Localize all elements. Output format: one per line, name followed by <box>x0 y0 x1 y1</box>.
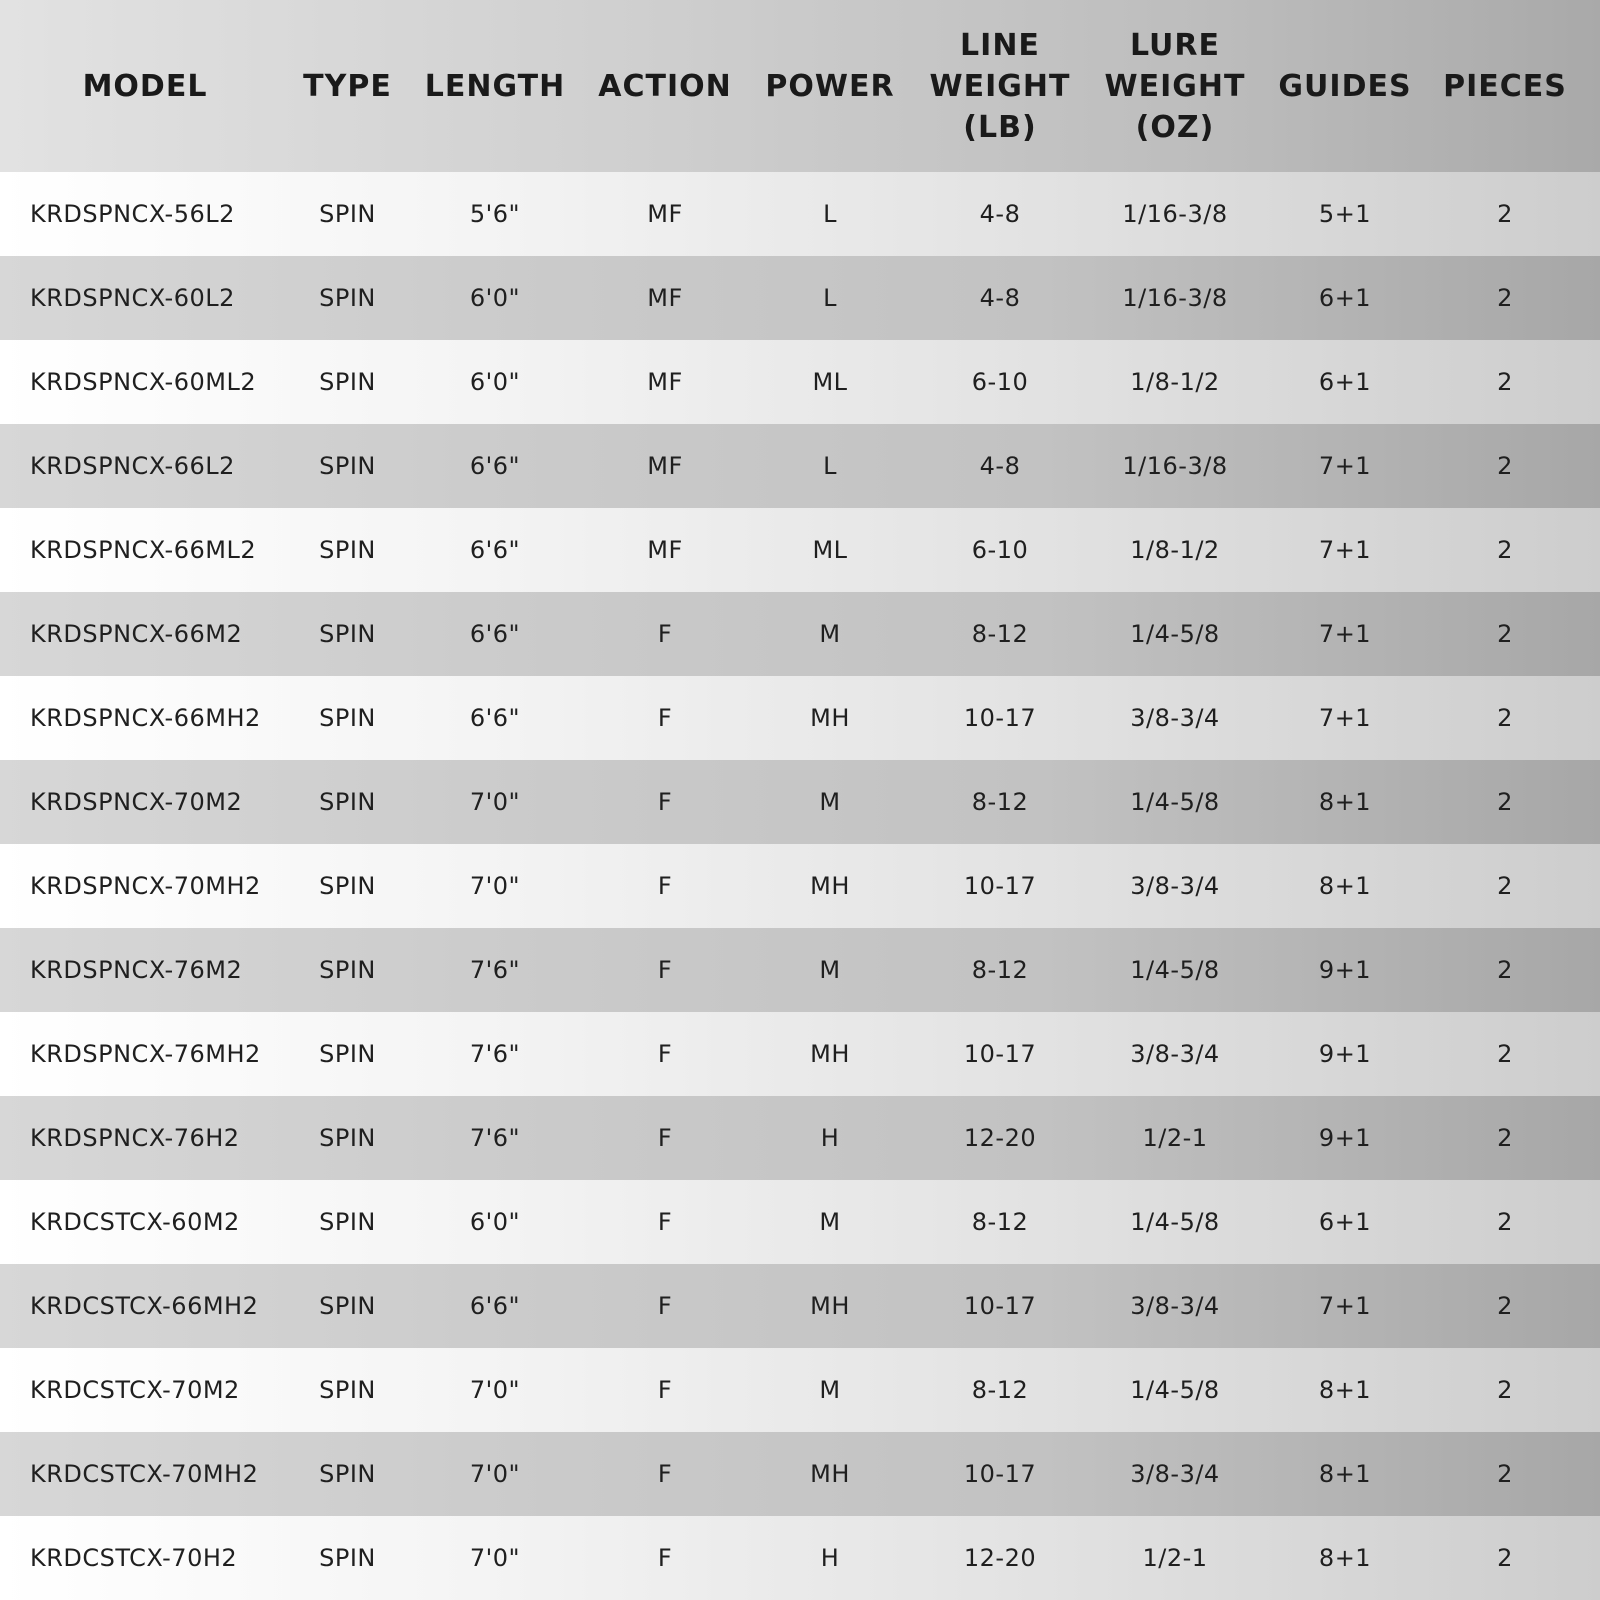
table-row <box>0 1180 1600 1264</box>
cell-line-weight: 10-17 <box>963 1460 1037 1488</box>
cell-guides: 6+1 <box>1318 368 1372 396</box>
cell-power: M <box>819 956 841 984</box>
cell-line-weight: 4-8 <box>979 284 1021 312</box>
cell-lure-weight: 1/4-5/8 <box>1130 1208 1220 1236</box>
cell-lure-weight: 3/8-3/4 <box>1130 872 1220 900</box>
cell-line-weight: 8-12 <box>971 1208 1029 1236</box>
table-row <box>0 424 1600 508</box>
cell-pieces: 2 <box>1497 1292 1513 1320</box>
cell-model: KRDSPNCX-76MH2 <box>30 1040 261 1068</box>
cell-pieces: 2 <box>1497 1544 1513 1572</box>
cell-type: SPIN <box>319 284 376 312</box>
cell-action: F <box>657 1208 673 1236</box>
cell-model: KRDSPNCX-60L2 <box>30 284 235 312</box>
cell-type: SPIN <box>319 956 376 984</box>
cell-guides: 9+1 <box>1318 1040 1372 1068</box>
cell-lure-weight: 3/8-3/4 <box>1130 1460 1220 1488</box>
header-length: LENGTH <box>424 68 566 104</box>
cell-guides: 8+1 <box>1318 788 1372 816</box>
cell-model: KRDCSTCX-70MH2 <box>30 1460 259 1488</box>
cell-type: SPIN <box>319 1040 376 1068</box>
cell-pieces: 2 <box>1497 620 1513 648</box>
table-row <box>0 1348 1600 1432</box>
cell-type: SPIN <box>319 1124 376 1152</box>
cell-lure-weight: 1/16-3/8 <box>1122 452 1228 480</box>
cell-action: F <box>657 1124 673 1152</box>
cell-power: M <box>819 788 841 816</box>
table-row <box>0 256 1600 340</box>
cell-action: MF <box>647 284 683 312</box>
cell-model: KRDSPNCX-56L2 <box>30 200 235 228</box>
cell-pieces: 2 <box>1497 1040 1513 1068</box>
cell-model: KRDSPNCX-66ML2 <box>30 536 257 564</box>
cell-power: MH <box>810 872 850 900</box>
header-guides: GUIDES <box>1278 68 1412 104</box>
cell-pieces: 2 <box>1497 704 1513 732</box>
cell-guides: 7+1 <box>1318 536 1372 564</box>
cell-model: KRDSPNCX-60ML2 <box>30 368 257 396</box>
table-body <box>0 172 1600 1600</box>
cell-type: SPIN <box>319 1376 376 1404</box>
table-row <box>0 1516 1600 1600</box>
table-row <box>0 928 1600 1012</box>
cell-power: L <box>823 200 837 228</box>
cell-power: MH <box>810 1292 850 1320</box>
header-line-weight: LINE WEIGHT (LB) <box>929 27 1071 145</box>
cell-model: KRDSPNCX-76H2 <box>30 1124 240 1152</box>
cell-power: H <box>820 1544 840 1572</box>
cell-lure-weight: 1/2-1 <box>1142 1544 1208 1572</box>
cell-type: SPIN <box>319 536 376 564</box>
cell-guides: 5+1 <box>1318 200 1372 228</box>
cell-model: KRDSPNCX-70MH2 <box>30 872 261 900</box>
table-row <box>0 844 1600 928</box>
cell-model: KRDCSTCX-70H2 <box>30 1544 238 1572</box>
cell-guides: 7+1 <box>1318 620 1372 648</box>
cell-line-weight: 8-12 <box>971 620 1029 648</box>
cell-action: F <box>657 1460 673 1488</box>
cell-type: SPIN <box>319 1208 376 1236</box>
cell-line-weight: 10-17 <box>963 872 1037 900</box>
cell-type: SPIN <box>319 452 376 480</box>
cell-model: KRDSPNCX-66M2 <box>30 620 243 648</box>
cell-line-weight: 10-17 <box>963 1040 1037 1068</box>
cell-power: ML <box>812 536 848 564</box>
cell-power: MH <box>810 704 850 732</box>
cell-power: L <box>823 452 837 480</box>
table-row <box>0 592 1600 676</box>
cell-length: 7'6" <box>469 1040 521 1068</box>
cell-length: 7'0" <box>469 1544 521 1572</box>
cell-model: KRDSPNCX-76M2 <box>30 956 243 984</box>
cell-line-weight: 8-12 <box>971 788 1029 816</box>
cell-lure-weight: 1/4-5/8 <box>1130 956 1220 984</box>
cell-pieces: 2 <box>1497 956 1513 984</box>
header-action: ACTION <box>598 68 732 104</box>
cell-lure-weight: 3/8-3/4 <box>1130 1292 1220 1320</box>
cell-lure-weight: 3/8-3/4 <box>1130 1040 1220 1068</box>
cell-type: SPIN <box>319 1292 376 1320</box>
table-row <box>0 508 1600 592</box>
cell-lure-weight: 1/4-5/8 <box>1130 1376 1220 1404</box>
cell-guides: 7+1 <box>1318 1292 1372 1320</box>
cell-lure-weight: 1/2-1 <box>1142 1124 1208 1152</box>
cell-lure-weight: 1/4-5/8 <box>1130 620 1220 648</box>
cell-line-weight: 10-17 <box>963 1292 1037 1320</box>
table-row <box>0 1264 1600 1348</box>
cell-line-weight: 12-20 <box>963 1544 1037 1572</box>
header-lure-weight: LURE WEIGHT (OZ) <box>1104 27 1246 145</box>
cell-guides: 6+1 <box>1318 284 1372 312</box>
cell-line-weight: 4-8 <box>979 452 1021 480</box>
cell-guides: 6+1 <box>1318 1208 1372 1236</box>
cell-guides: 8+1 <box>1318 1460 1372 1488</box>
cell-action: MF <box>647 200 683 228</box>
cell-type: SPIN <box>319 704 376 732</box>
cell-length: 7'0" <box>469 1376 521 1404</box>
cell-action: MF <box>647 368 683 396</box>
cell-type: SPIN <box>319 1544 376 1572</box>
cell-length: 6'0" <box>469 368 521 396</box>
cell-guides: 8+1 <box>1318 1376 1372 1404</box>
header-power: POWER <box>765 68 895 104</box>
cell-pieces: 2 <box>1497 284 1513 312</box>
cell-model: KRDSPNCX-66MH2 <box>30 704 261 732</box>
cell-action: F <box>657 1376 673 1404</box>
cell-length: 6'0" <box>469 284 521 312</box>
cell-lure-weight: 1/16-3/8 <box>1122 200 1228 228</box>
cell-lure-weight: 1/4-5/8 <box>1130 788 1220 816</box>
table-row <box>0 172 1600 256</box>
cell-guides: 8+1 <box>1318 1544 1372 1572</box>
cell-length: 7'0" <box>469 788 521 816</box>
table-row <box>0 1096 1600 1180</box>
table-row <box>0 1012 1600 1096</box>
cell-length: 6'6" <box>469 704 521 732</box>
header-pieces: PIECES <box>1443 68 1567 104</box>
cell-length: 5'6" <box>469 200 521 228</box>
cell-action: F <box>657 956 673 984</box>
table-header <box>0 0 1600 172</box>
cell-guides: 9+1 <box>1318 1124 1372 1152</box>
cell-pieces: 2 <box>1497 1376 1513 1404</box>
cell-type: SPIN <box>319 788 376 816</box>
cell-pieces: 2 <box>1497 452 1513 480</box>
cell-guides: 7+1 <box>1318 704 1372 732</box>
cell-power: M <box>819 1376 841 1404</box>
cell-pieces: 2 <box>1497 200 1513 228</box>
cell-model: KRDSPNCX-66L2 <box>30 452 235 480</box>
cell-power: H <box>820 1124 840 1152</box>
cell-line-weight: 10-17 <box>963 704 1037 732</box>
cell-pieces: 2 <box>1497 1460 1513 1488</box>
cell-model: KRDCSTCX-70M2 <box>30 1376 240 1404</box>
table-row <box>0 340 1600 424</box>
cell-power: L <box>823 284 837 312</box>
cell-model: KRDCSTCX-60M2 <box>30 1208 240 1236</box>
cell-guides: 8+1 <box>1318 872 1372 900</box>
cell-action: F <box>657 788 673 816</box>
cell-guides: 7+1 <box>1318 452 1372 480</box>
cell-action: F <box>657 1040 673 1068</box>
cell-line-weight: 4-8 <box>979 200 1021 228</box>
cell-power: MH <box>810 1040 850 1068</box>
cell-power: M <box>819 620 841 648</box>
cell-line-weight: 6-10 <box>971 536 1029 564</box>
table-row <box>0 760 1600 844</box>
cell-line-weight: 8-12 <box>971 956 1029 984</box>
cell-length: 6'6" <box>469 536 521 564</box>
cell-length: 7'6" <box>469 1124 521 1152</box>
cell-line-weight: 8-12 <box>971 1376 1029 1404</box>
cell-power: MH <box>810 1460 850 1488</box>
table-row <box>0 1432 1600 1516</box>
cell-pieces: 2 <box>1497 1124 1513 1152</box>
cell-power: ML <box>812 368 848 396</box>
cell-length: 7'0" <box>469 872 521 900</box>
cell-action: F <box>657 1292 673 1320</box>
cell-model: KRDCSTCX-66MH2 <box>30 1292 259 1320</box>
cell-type: SPIN <box>319 620 376 648</box>
cell-line-weight: 6-10 <box>971 368 1029 396</box>
cell-length: 7'6" <box>469 956 521 984</box>
header-model: MODEL <box>82 68 208 104</box>
cell-lure-weight: 1/16-3/8 <box>1122 284 1228 312</box>
cell-lure-weight: 1/8-1/2 <box>1130 536 1220 564</box>
header-type: TYPE <box>303 68 392 104</box>
cell-length: 6'6" <box>469 452 521 480</box>
cell-model: KRDSPNCX-70M2 <box>30 788 243 816</box>
cell-pieces: 2 <box>1497 368 1513 396</box>
cell-power: M <box>819 1208 841 1236</box>
cell-pieces: 2 <box>1497 872 1513 900</box>
cell-length: 6'6" <box>469 620 521 648</box>
cell-type: SPIN <box>319 200 376 228</box>
cell-action: F <box>657 872 673 900</box>
cell-action: F <box>657 704 673 732</box>
cell-length: 6'6" <box>469 1292 521 1320</box>
cell-length: 6'0" <box>469 1208 521 1236</box>
cell-length: 7'0" <box>469 1460 521 1488</box>
cell-type: SPIN <box>319 368 376 396</box>
cell-lure-weight: 3/8-3/4 <box>1130 704 1220 732</box>
cell-pieces: 2 <box>1497 536 1513 564</box>
cell-action: MF <box>647 452 683 480</box>
cell-action: F <box>657 1544 673 1572</box>
cell-lure-weight: 1/8-1/2 <box>1130 368 1220 396</box>
cell-pieces: 2 <box>1497 1208 1513 1236</box>
cell-type: SPIN <box>319 1460 376 1488</box>
cell-line-weight: 12-20 <box>963 1124 1037 1152</box>
cell-guides: 9+1 <box>1318 956 1372 984</box>
table-row <box>0 676 1600 760</box>
cell-action: MF <box>647 536 683 564</box>
cell-type: SPIN <box>319 872 376 900</box>
cell-action: F <box>657 620 673 648</box>
cell-pieces: 2 <box>1497 788 1513 816</box>
